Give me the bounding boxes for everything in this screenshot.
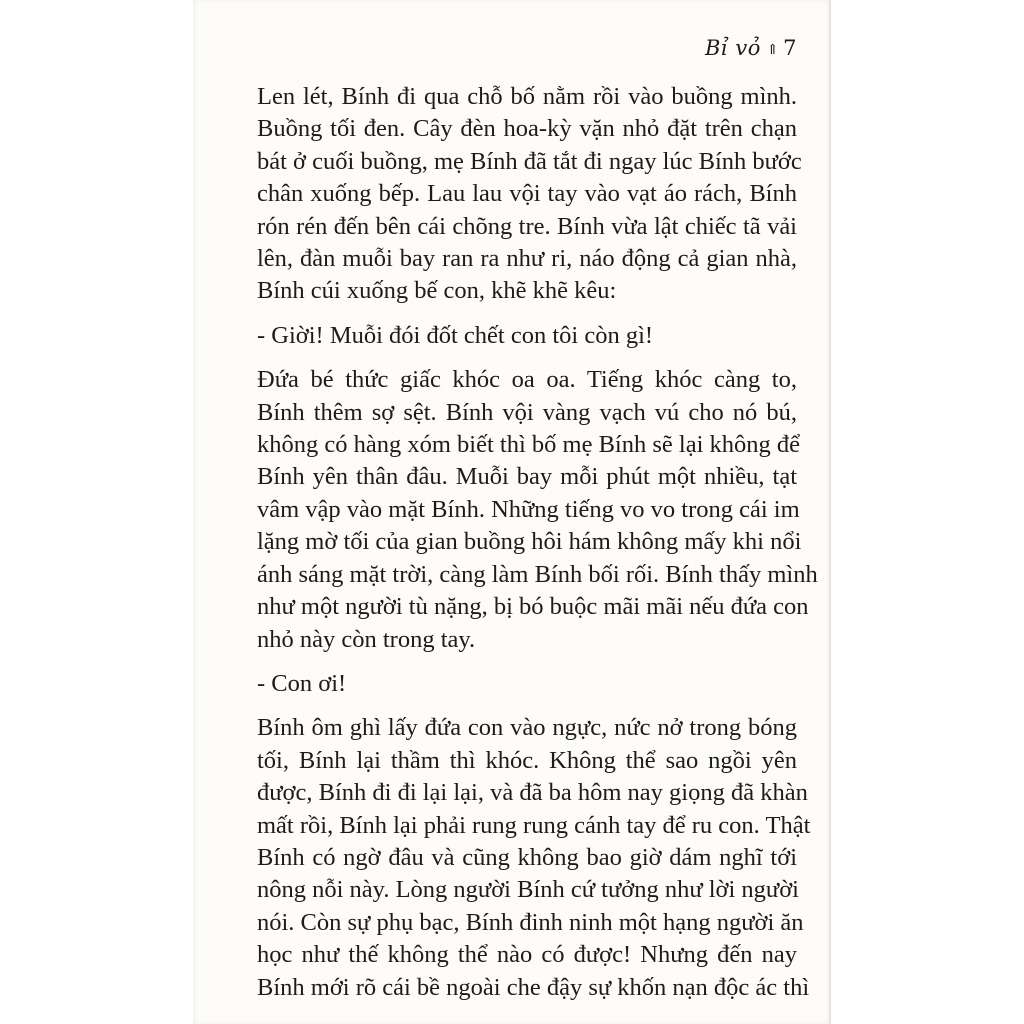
text-line: bát ở cuối buồng, mẹ Bính đã tắt đi ngay lúc Bính bước bbox=[257, 147, 802, 175]
text-line: chân xuống bếp. Lau lau vội tay vào vạt áo rách, Bính bbox=[257, 180, 797, 208]
text-line: Bính cúi xuống bế con, khẽ khẽ kêu: bbox=[257, 277, 617, 305]
text-line: được, Bính đi đi lại lại, và đã ba hôm nay giọng đã khàn bbox=[257, 779, 808, 807]
running-head bbox=[705, 36, 797, 60]
body-text bbox=[257, 81, 818, 1016]
text-line: vâm vập vào mặt Bính. Những tiếng vo vo trong cái im bbox=[257, 495, 800, 523]
text-line: Bính yên thân đâu. Muỗi bay mỗi phút một nhiều, tạt bbox=[257, 463, 797, 491]
text-line: tối, Bính lại thầm thì khóc. Không thể sao ngồi yên bbox=[257, 746, 797, 774]
dialog-paragraph bbox=[257, 668, 797, 700]
text-line: mất rồi, Bính lại phải rung rung cánh tay để ru con. Thật bbox=[257, 811, 811, 839]
text-line: học như thế không thể nào có được! Nhưng đến nay bbox=[257, 941, 797, 969]
text-line: nhỏ này còn trong tay. bbox=[257, 625, 476, 653]
text-line: lên, đàn muỗi bay ran ra như ri, náo động cả gian nhà, bbox=[257, 245, 797, 273]
text-line: Bính mới rõ cái bề ngoài che đậy sự khốn nạn độc ác thì bbox=[257, 973, 810, 1001]
text-line: như một người tù nặng, bị bó buộc mãi mãi nếu đứa con bbox=[257, 593, 809, 621]
text-line: Buồng tối đen. Cây đèn hoa-kỳ vặn nhỏ đặt trên chạn bbox=[257, 115, 797, 143]
text-line: - Giời! Muỗi đói đốt chết con tôi còn gì! bbox=[257, 321, 654, 349]
text-line: ánh sáng mặt trời, càng làm Bính bối rối. Bính thấy mình bbox=[257, 560, 818, 588]
running-head-separator: ⇑ bbox=[766, 42, 780, 58]
running-head-title: Bỉ vỏ bbox=[705, 36, 761, 60]
narration-paragraph bbox=[257, 712, 811, 1004]
text-line: Bính thêm sợ sệt. Bính vội vàng vạch vú cho nó bú, bbox=[257, 398, 797, 426]
text-line: - Con ơi! bbox=[257, 669, 347, 697]
text-line: nông nỗi này. Lòng người Bính cứ tưởng như lời người bbox=[257, 876, 799, 904]
text-line: nói. Còn sự phụ bạc, Bính đinh ninh một hạng người ăn bbox=[257, 908, 804, 936]
text-line: lặng mờ tối của gian buồng hôi hám không mấy khi nổi bbox=[257, 528, 802, 556]
narration-paragraph bbox=[257, 364, 818, 656]
text-line: không có hàng xóm biết thì bố mẹ Bính sẽ lại không để bbox=[257, 431, 801, 459]
text-line: Đứa bé thức giấc khóc oa oa. Tiếng khóc càng to, bbox=[257, 366, 797, 394]
text-line: Bính có ngờ đâu và cũng không bao giờ dám nghĩ tới bbox=[257, 843, 797, 871]
page-edge bbox=[829, 0, 831, 1024]
book-page bbox=[193, 0, 831, 1024]
page-number: 7 bbox=[783, 36, 797, 60]
dialog-paragraph bbox=[257, 320, 797, 352]
text-line: Len lét, Bính đi qua chỗ bố nằm rồi vào buồng mình. bbox=[257, 83, 797, 110]
text-line: Bính ôm ghì lấy đứa con vào ngực, nức nở trong bóng bbox=[257, 714, 797, 742]
text-line: rón rén đến bên cái chõng tre. Bính vừa lật chiếc tã vải bbox=[257, 212, 797, 240]
narration-paragraph bbox=[257, 81, 802, 308]
